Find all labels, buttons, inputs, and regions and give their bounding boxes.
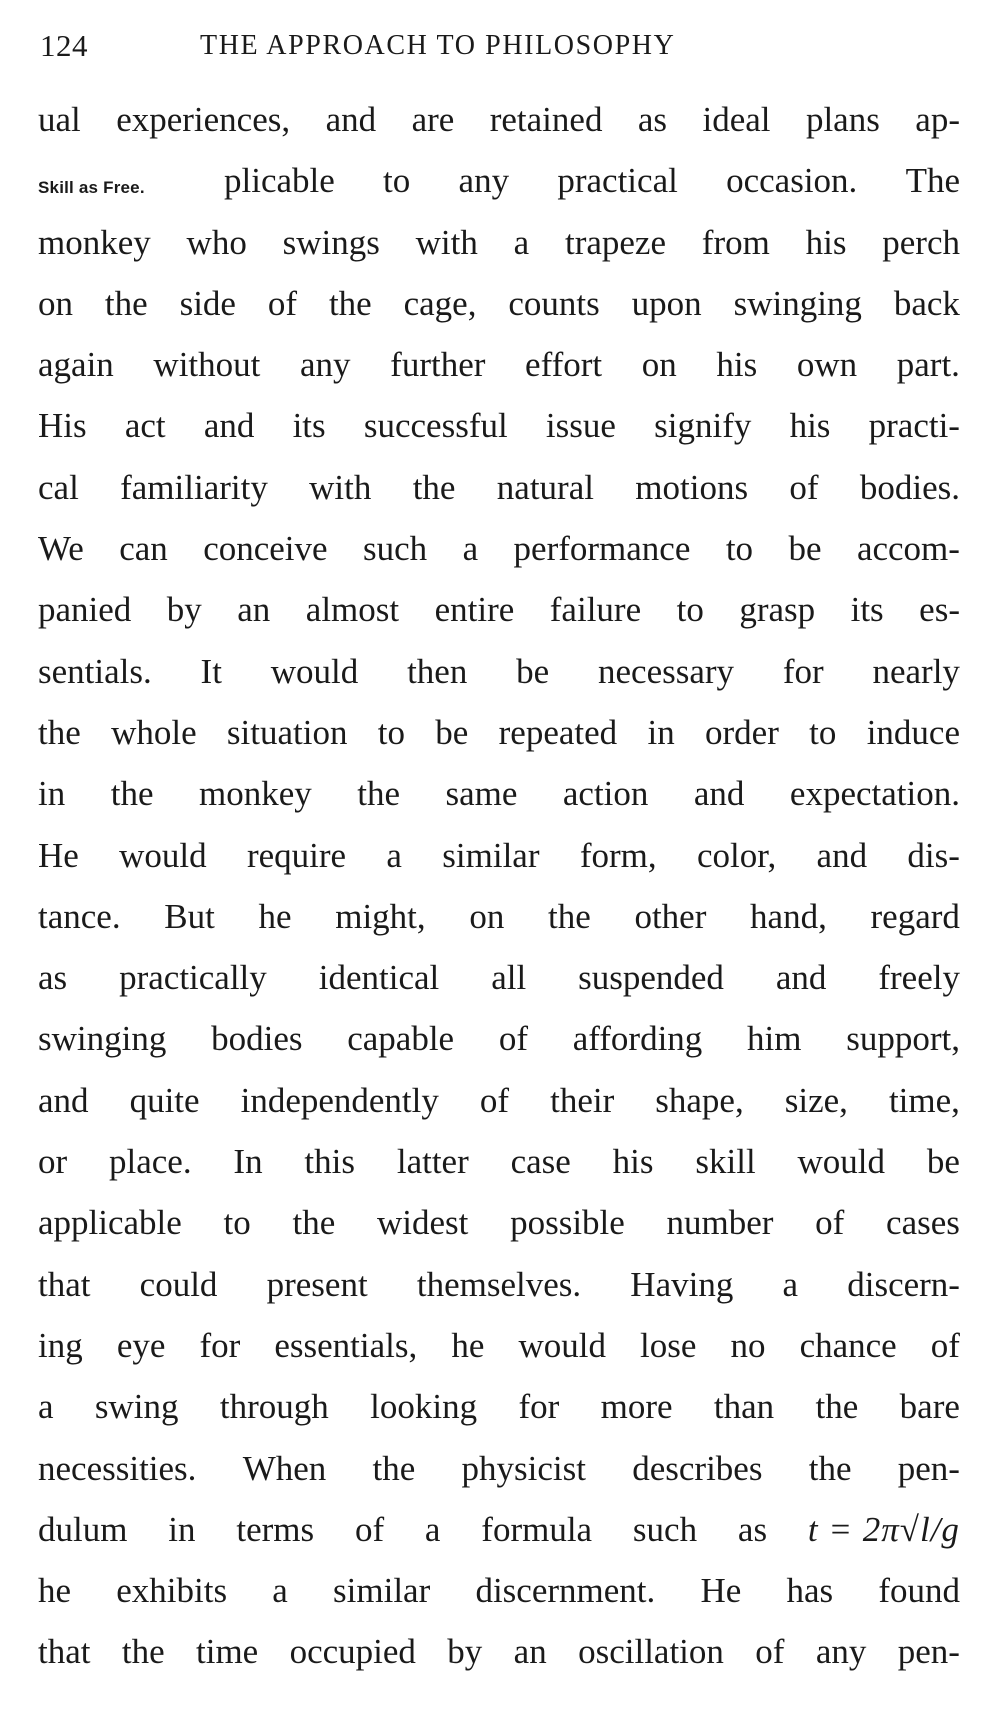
word: time xyxy=(196,1632,259,1672)
word: other xyxy=(634,896,707,936)
word: could xyxy=(139,1264,218,1304)
text-line xyxy=(38,836,960,897)
word: effort xyxy=(525,345,603,385)
word: ideal xyxy=(702,100,771,139)
word: from xyxy=(701,222,770,262)
text-line xyxy=(38,713,960,774)
word: successful xyxy=(363,406,508,446)
word: oscillation xyxy=(578,1632,724,1672)
word: ing xyxy=(38,1325,83,1365)
running-title: THE APPROACH TO PHILOSOPHY xyxy=(200,30,676,61)
word: in xyxy=(38,774,66,814)
word: part. xyxy=(896,345,960,385)
word: require xyxy=(246,835,347,875)
word: situation xyxy=(226,712,348,752)
word: trapeze xyxy=(564,222,667,262)
word: a xyxy=(272,1571,288,1611)
word: would xyxy=(119,835,207,875)
word: formula xyxy=(481,1509,593,1549)
word: this xyxy=(304,1142,355,1182)
text-line xyxy=(38,406,960,467)
text-line xyxy=(38,774,960,835)
word: by xyxy=(447,1632,483,1672)
word: identical xyxy=(318,958,440,998)
word: for xyxy=(782,651,824,691)
text-line xyxy=(38,897,960,958)
body-text xyxy=(38,100,960,1694)
word: exhibits xyxy=(116,1571,228,1611)
word: as xyxy=(637,100,668,139)
word: and xyxy=(203,406,255,446)
word: form, xyxy=(579,835,657,875)
word: induce xyxy=(866,712,960,752)
word: cases xyxy=(886,1203,960,1243)
text-line xyxy=(38,1265,960,1326)
word: dis- xyxy=(907,835,960,875)
word: looking xyxy=(370,1387,478,1427)
text-line xyxy=(38,1510,960,1571)
word: bodies xyxy=(211,1019,303,1059)
word: of xyxy=(498,1019,528,1059)
word: and xyxy=(775,958,827,998)
word: and xyxy=(325,100,377,139)
word: expectation. xyxy=(789,774,960,814)
word: His xyxy=(38,406,87,446)
word: has xyxy=(786,1571,834,1611)
word: retained xyxy=(489,100,603,139)
word: own xyxy=(796,345,858,385)
word: be xyxy=(516,651,550,691)
word: a xyxy=(462,529,479,569)
word: In xyxy=(233,1142,263,1182)
word: independently xyxy=(240,1080,439,1120)
word: themselves. xyxy=(416,1264,582,1304)
word: or xyxy=(38,1142,68,1182)
word: back xyxy=(893,283,960,323)
text-line xyxy=(38,1632,960,1693)
word: nearly xyxy=(872,651,960,691)
word: occupied xyxy=(289,1632,416,1672)
page-number: 124 xyxy=(40,28,88,63)
text-line xyxy=(38,100,960,161)
word: their xyxy=(550,1080,615,1120)
word: case xyxy=(510,1142,571,1182)
word: are xyxy=(411,100,455,139)
word: of xyxy=(267,283,298,323)
word: in xyxy=(168,1509,196,1549)
text-line xyxy=(38,223,960,284)
word: the xyxy=(412,467,456,507)
word: But xyxy=(164,896,215,936)
word: present xyxy=(266,1264,368,1304)
word: It xyxy=(200,651,222,691)
text-line xyxy=(38,1203,960,1264)
word: necessary xyxy=(598,651,735,691)
word: panied xyxy=(38,590,132,630)
word: without xyxy=(153,345,261,385)
word: more xyxy=(600,1387,673,1427)
word: the xyxy=(548,896,591,936)
word: order xyxy=(705,712,779,752)
word: for xyxy=(518,1387,560,1427)
word: practically xyxy=(119,958,267,998)
word: same xyxy=(445,774,518,814)
word: with xyxy=(415,222,478,262)
word: swinging xyxy=(38,1019,167,1059)
word: of xyxy=(479,1080,510,1120)
word: any xyxy=(458,161,510,201)
text-line xyxy=(38,1571,960,1632)
word: shape, xyxy=(655,1080,744,1120)
word: as xyxy=(38,958,68,998)
word: grasp xyxy=(739,590,816,630)
word: suspended xyxy=(578,958,724,998)
word: his xyxy=(805,222,847,262)
word: Having xyxy=(630,1264,734,1304)
word: of xyxy=(815,1203,845,1243)
word: hand, xyxy=(750,896,827,936)
word: whole xyxy=(111,712,197,752)
word: plicable xyxy=(224,161,335,201)
word: for xyxy=(199,1325,241,1365)
word: who xyxy=(186,222,247,262)
word: freely xyxy=(878,958,960,998)
word: his xyxy=(612,1142,654,1182)
word: motions xyxy=(635,467,749,507)
word: support, xyxy=(846,1019,960,1059)
word: possible xyxy=(510,1203,625,1243)
word: action xyxy=(562,774,649,814)
word: necessities. xyxy=(38,1448,197,1488)
word: similar xyxy=(333,1571,431,1611)
word: found xyxy=(878,1571,960,1611)
word: natural xyxy=(496,467,594,507)
word: pen- xyxy=(897,1448,960,1488)
text-line xyxy=(38,1142,960,1203)
word: ual xyxy=(38,100,81,139)
word: the xyxy=(357,774,400,814)
word: sentials. xyxy=(38,651,152,691)
word: of xyxy=(354,1509,385,1549)
word: to xyxy=(676,590,704,630)
word: cal xyxy=(38,467,79,507)
word: the xyxy=(110,774,154,814)
word: be xyxy=(926,1142,960,1182)
word: monkey xyxy=(198,774,312,814)
text-line xyxy=(38,1019,960,1080)
word: eye xyxy=(116,1325,166,1365)
word: quite xyxy=(129,1080,200,1120)
word: chance xyxy=(799,1325,897,1365)
word: a xyxy=(782,1264,799,1304)
word: terms xyxy=(236,1509,315,1549)
word: to xyxy=(725,529,754,569)
word: his xyxy=(716,345,758,385)
word: to xyxy=(223,1203,251,1243)
word: familiarity xyxy=(120,467,268,507)
word: experiences, xyxy=(116,100,291,139)
word: the xyxy=(121,1632,165,1672)
word: swinging xyxy=(733,283,862,323)
word: the xyxy=(104,283,148,323)
word: such xyxy=(363,529,428,569)
word: a xyxy=(513,222,530,262)
word: side xyxy=(179,283,236,323)
word: he xyxy=(451,1325,485,1365)
word: performance xyxy=(513,529,691,569)
word: to xyxy=(809,712,837,752)
word: that xyxy=(38,1632,91,1672)
word: similar xyxy=(442,835,540,875)
word: the xyxy=(808,1448,852,1488)
word: by xyxy=(166,590,202,630)
word: plans xyxy=(805,100,880,139)
word: might, xyxy=(335,896,426,936)
text-line xyxy=(38,161,960,222)
word: of xyxy=(930,1325,960,1365)
word: swing xyxy=(94,1387,179,1427)
text-line xyxy=(38,958,960,1019)
word: tance. xyxy=(38,896,121,936)
word: dulum xyxy=(38,1509,128,1549)
word: entire xyxy=(434,590,515,630)
word: The xyxy=(905,161,960,201)
word: almost xyxy=(305,590,400,630)
word: perch xyxy=(882,222,960,262)
word: upon xyxy=(631,283,702,323)
word: time, xyxy=(888,1080,960,1120)
word: applicable xyxy=(38,1203,182,1243)
word: es- xyxy=(919,590,960,630)
text-line xyxy=(38,345,960,406)
word: pen- xyxy=(897,1632,960,1672)
word: he xyxy=(258,896,292,936)
word: practical xyxy=(557,161,678,201)
word: We xyxy=(38,529,84,569)
word: monkey xyxy=(38,222,151,262)
text-line xyxy=(38,590,960,651)
page-header xyxy=(40,28,960,78)
text-line xyxy=(38,1326,960,1387)
word: such xyxy=(632,1509,698,1549)
word: counts xyxy=(508,283,600,323)
word: lose xyxy=(640,1325,697,1365)
word: would xyxy=(518,1325,606,1365)
word: physicist xyxy=(461,1448,586,1488)
word: in xyxy=(647,712,675,752)
word: cage, xyxy=(403,283,477,323)
word: on xyxy=(641,345,677,385)
word: be xyxy=(435,712,469,752)
word: any xyxy=(300,345,351,385)
text-line xyxy=(38,284,960,345)
word: that xyxy=(38,1264,91,1304)
word: issue xyxy=(545,406,616,446)
text-line xyxy=(38,1387,960,1448)
word: latter xyxy=(396,1142,469,1182)
word: bare xyxy=(899,1387,960,1427)
word: of xyxy=(789,467,819,507)
word: capable xyxy=(347,1019,455,1059)
text-line xyxy=(38,1081,960,1142)
word: as xyxy=(737,1509,768,1549)
word: and xyxy=(816,835,868,875)
word: discernment. xyxy=(475,1571,656,1611)
word: size, xyxy=(784,1080,848,1120)
word: color, xyxy=(696,835,777,875)
word: to xyxy=(377,712,405,752)
word: practi- xyxy=(868,406,960,446)
word: then xyxy=(407,651,468,691)
text-line xyxy=(38,529,960,590)
word: any xyxy=(815,1632,867,1672)
word: no xyxy=(730,1325,766,1365)
word: number xyxy=(666,1203,774,1243)
word: accom- xyxy=(856,529,960,569)
word: place. xyxy=(109,1142,192,1182)
word: the xyxy=(328,283,372,323)
word: to xyxy=(383,161,411,201)
word: a xyxy=(424,1509,441,1549)
word: him xyxy=(747,1019,802,1059)
word: describes xyxy=(632,1448,763,1488)
pendulum-formula: t = 2π√l/g xyxy=(807,1509,960,1549)
word: ap- xyxy=(915,100,960,139)
word: on xyxy=(469,896,505,936)
word: on xyxy=(38,283,73,323)
text-line xyxy=(38,652,960,713)
word: further xyxy=(390,345,486,385)
word: its xyxy=(850,590,884,630)
word: repeated xyxy=(498,712,618,752)
word: and xyxy=(38,1080,89,1120)
word: and xyxy=(693,774,745,814)
word: all xyxy=(491,958,527,998)
margin-note: Skill as Free. xyxy=(38,178,145,198)
word: a xyxy=(38,1387,54,1427)
word: widest xyxy=(376,1203,469,1243)
word: would xyxy=(797,1142,886,1182)
word: his xyxy=(789,406,831,446)
word: again xyxy=(38,345,114,385)
word: its xyxy=(292,406,326,446)
word: discern- xyxy=(847,1264,960,1304)
word: with xyxy=(309,467,372,507)
word: act xyxy=(124,406,166,446)
word: skill xyxy=(695,1142,756,1182)
word: the xyxy=(372,1448,416,1488)
text-line xyxy=(38,468,960,529)
word: an xyxy=(513,1632,547,1672)
word: the xyxy=(292,1203,336,1243)
word: a xyxy=(386,835,402,875)
word: He xyxy=(700,1571,742,1611)
word: would xyxy=(270,651,359,691)
word: than xyxy=(713,1387,775,1427)
word: an xyxy=(237,590,271,630)
word: he xyxy=(38,1571,72,1611)
word: through xyxy=(219,1387,329,1427)
word: can xyxy=(119,529,168,569)
text-line xyxy=(38,1449,960,1510)
word: the xyxy=(38,712,81,752)
word: occasion. xyxy=(726,161,858,201)
word: conceive xyxy=(203,529,328,569)
word: affording xyxy=(572,1019,703,1059)
word: the xyxy=(815,1387,859,1427)
word: bodies. xyxy=(859,467,960,507)
word: When xyxy=(242,1448,327,1488)
word: signify xyxy=(654,406,752,446)
word: essentials, xyxy=(274,1325,418,1365)
word: regard xyxy=(870,896,960,936)
word: be xyxy=(788,529,822,569)
word: failure xyxy=(549,590,642,630)
word: of xyxy=(755,1632,785,1672)
word: swings xyxy=(282,222,380,262)
word: He xyxy=(38,835,79,875)
